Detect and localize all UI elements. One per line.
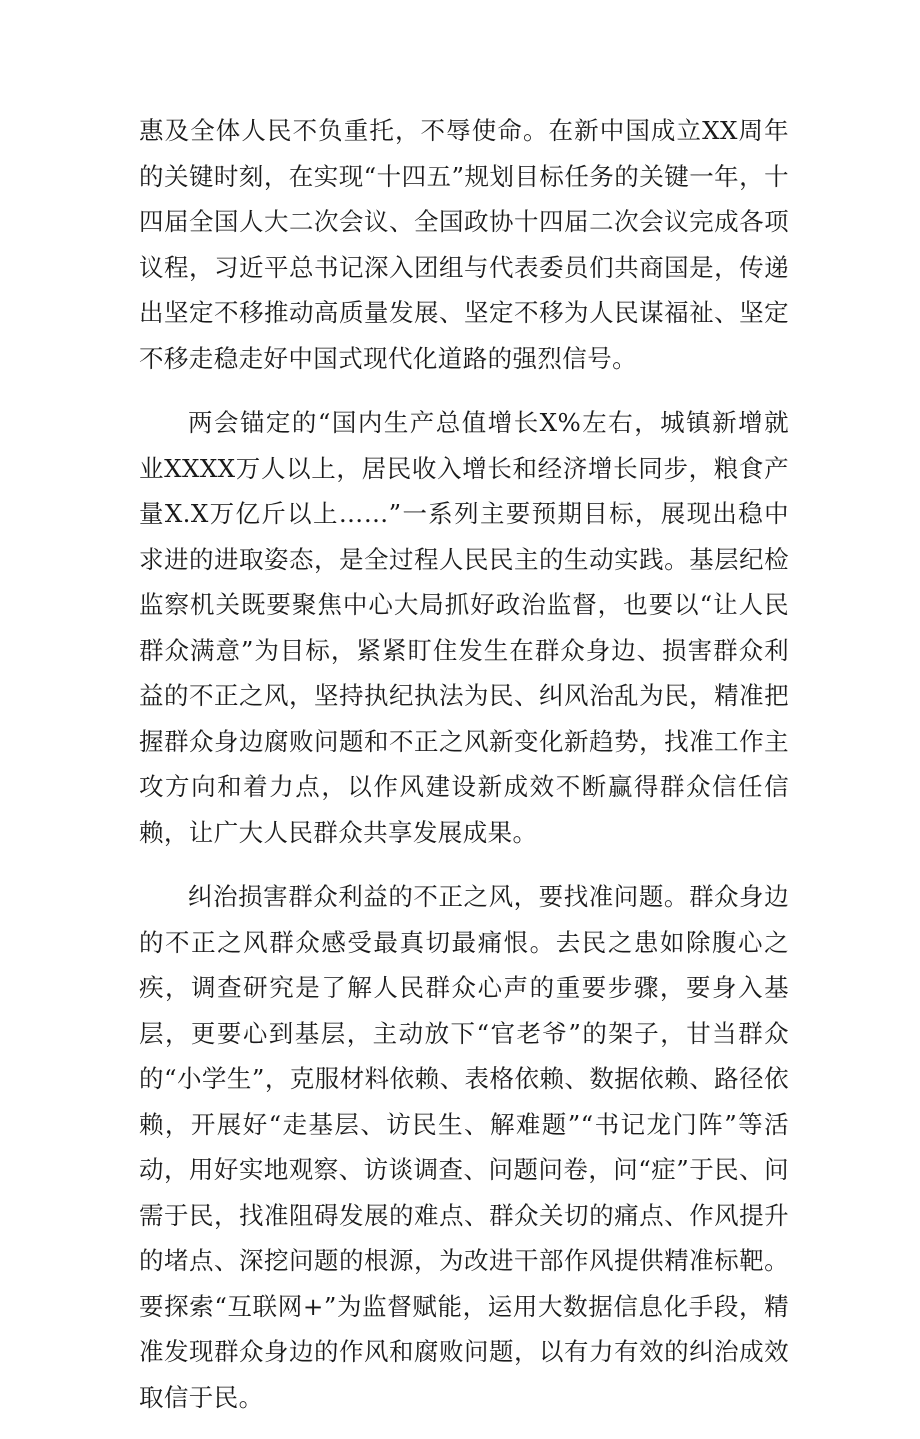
paragraph-1: 惠及全体人民不负重托，不辱使命。在新中国成立XX周年的关键时刻，在实现“十四五”规划目标任务的关键一年，十四届全国人大二次会议、全国政协十四届二次会议完成各项议程，习近平总书记深入团组与代表委员们共商国是，传递出坚定不移推动高质量发展、坚定不移为人民谋福祉、坚定不移走稳走好中国式现代化道路的强烈信号。 bbox=[139, 116, 789, 373]
paragraph-3: 纠治损害群众利益的不正之风，要找准问题。群众身边的不正之风群众感受最真切最痛恨。去民之患如除腹心之疾，调查研究是了解人民群众心声的重要步骤，要身入基层，更要心到基层，主动放下“官老爷”的架子，甘当群众的“小学生”，克服材料依赖、表格依赖、数据依赖、路径依赖，开展好“走基层、访民生、解难题”“书记龙门阵”等活动，用好实地观察、访谈调查、问题问卷，问“症”于民、问需于民，找准阻碍发展的难点、群众关切的痛点、作风提升的堵点、深挖问题的根源，为改进干部作风提供精准标靶。要探索“互联网+”为监督赋能，运用大数据信息化手段，精准发现群众身边的作风和腐败问题，以有力有效的纠治成效取信于民。 bbox=[139, 882, 789, 1412]
document-body bbox=[139, 108, 789, 1439]
paragraph-2: 两会锚定的“国内生产总值增长X%左右，城镇新增就业XXXX万人以上，居民收入增长和经济增长同步，粮食产量X.X万亿斤以上……”一系列主要预期目标，展现出稳中求进的进取姿态，是全过程人民民主的生动实践。基层纪检监察机关既要聚焦中心大局抓好政治监督，也要以“让人民群众满意”为目标，紧紧盯住发生在群众身边、损害群众利益的不正之风，坚持执纪执法为民、纠风治乱为民，精准把握群众身边腐败问题和不正之风新变化新趋势，找准工作主攻方向和着力点，以作风建设新成效不断赢得群众信任信赖，让广大人民群众共享发展成果。 bbox=[139, 408, 789, 847]
